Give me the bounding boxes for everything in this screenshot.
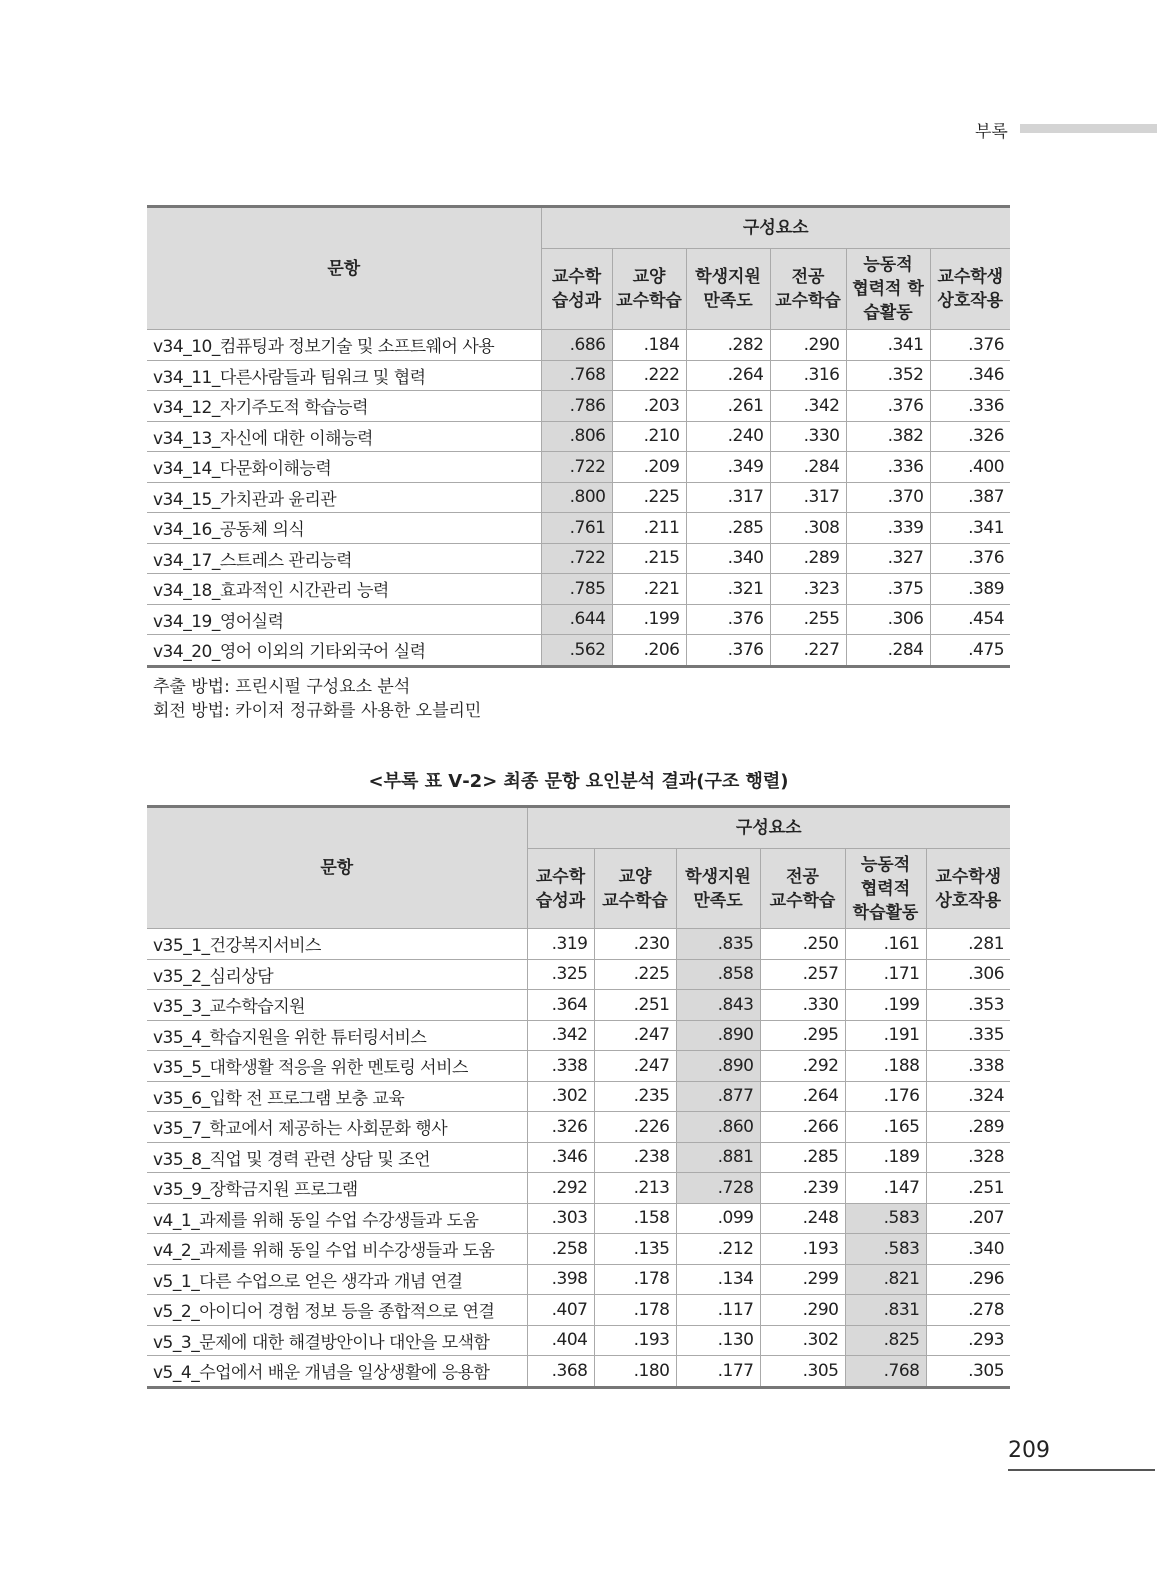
loading-cell: .215: [612, 543, 686, 574]
loading-cell: .193: [760, 1234, 845, 1265]
table-row: [147, 391, 1010, 422]
loading-cell: .165: [845, 1112, 926, 1143]
loading-cell: .821: [845, 1264, 926, 1295]
loading-cell: .240: [686, 421, 770, 452]
loading-cell: .353: [926, 990, 1010, 1021]
table-row: [147, 1203, 1010, 1234]
loading-cell: .266: [760, 1112, 845, 1143]
loading-cell: .686: [541, 330, 612, 361]
loading-cell: .890: [676, 1020, 760, 1051]
loading-cell: .877: [676, 1081, 760, 1112]
loading-cell: .161: [845, 929, 926, 960]
item-label: v34_11_다른사람들과 팀워크 및 협력: [147, 360, 541, 391]
loading-cell: .281: [926, 929, 1010, 960]
loading-cell: .317: [770, 482, 846, 513]
loading-cell: .226: [594, 1112, 676, 1143]
running-head-bar: [1020, 124, 1157, 133]
running-head: 부록: [975, 122, 1008, 142]
loading-cell: .178: [594, 1295, 676, 1326]
loading-cell: .407: [527, 1295, 594, 1326]
loading-cell: .251: [594, 990, 676, 1021]
loading-cell: .346: [527, 1142, 594, 1173]
loading-cell: .211: [612, 513, 686, 544]
loading-cell: .292: [527, 1173, 594, 1204]
table-row: [147, 482, 1010, 513]
loading-cell: .261: [686, 391, 770, 422]
table-row: [147, 1020, 1010, 1051]
table-notes: [153, 675, 481, 723]
loading-cell: .134: [676, 1264, 760, 1295]
loading-cell: .248: [760, 1203, 845, 1234]
item-label: v34_14_다문화이해능력: [147, 452, 541, 483]
loading-cell: .890: [676, 1051, 760, 1082]
table-row: [147, 1356, 1010, 1388]
item-label: v4_2_과제를 위해 동일 수업 비수강생들과 도움: [147, 1234, 527, 1265]
table-row: [147, 1142, 1010, 1173]
loading-cell: .250: [760, 929, 845, 960]
loading-cell: .225: [594, 959, 676, 990]
loading-cell: .364: [527, 990, 594, 1021]
loading-cell: .207: [926, 1203, 1010, 1234]
loading-cell: .158: [594, 1203, 676, 1234]
column-header: 전공 교수학습: [760, 849, 845, 929]
loading-cell: .341: [930, 513, 1010, 544]
loading-cell: .222: [612, 360, 686, 391]
loading-cell: .191: [845, 1020, 926, 1051]
loading-cell: .235: [594, 1081, 676, 1112]
table-row: [147, 513, 1010, 544]
table-row: [147, 1081, 1010, 1112]
loading-cell: .768: [845, 1356, 926, 1388]
loading-cell: .278: [926, 1295, 1010, 1326]
page-number: 209: [1008, 1438, 1050, 1463]
item-label: v5_4_수업에서 배운 개념을 일상생활에 응용함: [147, 1356, 527, 1388]
item-label: v34_17_스트레스 관리능력: [147, 543, 541, 574]
item-label: v34_16_공동체 의식: [147, 513, 541, 544]
loading-cell: .316: [770, 360, 846, 391]
loading-cell: .722: [541, 452, 612, 483]
table-row: [147, 1051, 1010, 1082]
loading-cell: .786: [541, 391, 612, 422]
loading-cell: .831: [845, 1295, 926, 1326]
loading-cell: .203: [612, 391, 686, 422]
loading-cell: .210: [612, 421, 686, 452]
loading-cell: .193: [594, 1325, 676, 1356]
loading-cell: .326: [930, 421, 1010, 452]
item-label: v34_19_영어실력: [147, 604, 541, 635]
loading-cell: .305: [760, 1356, 845, 1388]
column-header: 능동적 협력적 학 습활동: [846, 249, 930, 330]
loading-cell: .785: [541, 574, 612, 605]
loading-cell: .257: [760, 959, 845, 990]
item-label: v35_1_건강복지서비스: [147, 929, 527, 960]
loading-cell: .800: [541, 482, 612, 513]
loading-cell: .349: [686, 452, 770, 483]
loading-cell: .825: [845, 1325, 926, 1356]
loading-cell: .400: [930, 452, 1010, 483]
loading-cell: .293: [926, 1325, 1010, 1356]
loading-cell: .285: [760, 1142, 845, 1173]
loading-cell: .340: [926, 1234, 1010, 1265]
column-header: 교양 교수학습: [594, 849, 676, 929]
item-label: v35_2_심리상담: [147, 959, 527, 990]
loading-cell: .342: [527, 1020, 594, 1051]
loading-cell: .290: [770, 330, 846, 361]
loading-cell: .335: [926, 1020, 1010, 1051]
item-label: v35_3_교수학습지원: [147, 990, 527, 1021]
loading-cell: .302: [527, 1081, 594, 1112]
loading-cell: .368: [527, 1356, 594, 1388]
loading-cell: .376: [930, 330, 1010, 361]
loading-cell: .227: [770, 635, 846, 667]
table-row: [147, 1112, 1010, 1143]
loading-cell: .382: [846, 421, 930, 452]
loading-cell: .178: [594, 1264, 676, 1295]
loading-cell: .389: [930, 574, 1010, 605]
item-label: v35_7_학교에서 제공하는 사회문화 행사: [147, 1112, 527, 1143]
item-label: v35_9_장학금지원 프로그램: [147, 1173, 527, 1204]
loading-cell: .352: [846, 360, 930, 391]
loading-cell: .184: [612, 330, 686, 361]
loading-cell: .177: [676, 1356, 760, 1388]
table-row: [147, 959, 1010, 990]
loading-cell: .258: [527, 1234, 594, 1265]
table-row: [147, 604, 1010, 635]
loading-cell: .376: [686, 604, 770, 635]
loading-cell: .376: [846, 391, 930, 422]
loading-cell: .475: [930, 635, 1010, 667]
loading-cell: .264: [760, 1081, 845, 1112]
table-row: [147, 635, 1010, 667]
item-label: v34_12_자기주도적 학습능력: [147, 391, 541, 422]
loading-cell: .289: [770, 543, 846, 574]
loading-cell: .306: [846, 604, 930, 635]
loading-cell: .212: [676, 1234, 760, 1265]
loading-cell: .306: [926, 959, 1010, 990]
loading-cell: .188: [845, 1051, 926, 1082]
loading-cell: .171: [845, 959, 926, 990]
loading-cell: .338: [527, 1051, 594, 1082]
rotation-note: 회전 방법: 카이저 정규화를 사용한 오블리민: [153, 701, 482, 721]
column-header: 전공 교수학습: [770, 249, 846, 330]
item-label: v34_13_자신에 대한 이해능력: [147, 421, 541, 452]
loading-cell: .330: [760, 990, 845, 1021]
loading-cell: .299: [760, 1264, 845, 1295]
loading-cell: .117: [676, 1295, 760, 1326]
loading-cell: .239: [760, 1173, 845, 1204]
loading-cell: .284: [770, 452, 846, 483]
loading-cell: .342: [770, 391, 846, 422]
column-header: 교수학생 상호작용: [926, 849, 1010, 929]
loading-cell: .255: [770, 604, 846, 635]
loading-cell: .264: [686, 360, 770, 391]
factor-table-2: [147, 805, 1010, 1389]
loading-cell: .147: [845, 1173, 926, 1204]
item-header: 문항: [147, 807, 527, 929]
loading-cell: .225: [612, 482, 686, 513]
loading-cell: .303: [527, 1203, 594, 1234]
loading-cell: .324: [926, 1081, 1010, 1112]
table-row: [147, 421, 1010, 452]
item-label: v34_15_가치관과 윤리관: [147, 482, 541, 513]
loading-cell: .583: [845, 1234, 926, 1265]
loading-cell: .189: [845, 1142, 926, 1173]
loading-cell: .247: [594, 1051, 676, 1082]
table-row: [147, 360, 1010, 391]
loading-cell: .282: [686, 330, 770, 361]
table-caption: <부록 표 Ⅴ-2> 최종 문항 요인분석 결과(구조 행렬): [368, 771, 789, 792]
loading-cell: .336: [846, 452, 930, 483]
loading-cell: .302: [760, 1325, 845, 1356]
group-header: 구성요소: [541, 207, 1010, 249]
loading-cell: .305: [926, 1356, 1010, 1388]
loading-cell: .376: [686, 635, 770, 667]
table-row: [147, 1295, 1010, 1326]
table-row: [147, 1234, 1010, 1265]
item-label: v5_1_다른 수업으로 얻은 생각과 개념 연결: [147, 1264, 527, 1295]
loading-cell: .285: [686, 513, 770, 544]
table-row: [147, 452, 1010, 483]
loading-cell: .289: [926, 1112, 1010, 1143]
loading-cell: .199: [845, 990, 926, 1021]
loading-cell: .308: [770, 513, 846, 544]
loading-cell: .583: [845, 1203, 926, 1234]
loading-cell: .317: [686, 482, 770, 513]
group-header: 구성요소: [527, 807, 1010, 849]
loading-cell: .398: [527, 1264, 594, 1295]
loading-cell: .330: [770, 421, 846, 452]
loading-cell: .843: [676, 990, 760, 1021]
column-header: 학생지원 만족도: [686, 249, 770, 330]
item-label: v34_18_효과적인 시간관리 능력: [147, 574, 541, 605]
loading-cell: .321: [686, 574, 770, 605]
loading-cell: .644: [541, 604, 612, 635]
loading-cell: .247: [594, 1020, 676, 1051]
loading-cell: .328: [926, 1142, 1010, 1173]
item-label: v34_10_컴퓨팅과 정보기술 및 소프트웨어 사용: [147, 330, 541, 361]
factor-table-1: [147, 205, 1010, 668]
loading-cell: .209: [612, 452, 686, 483]
loading-cell: .135: [594, 1234, 676, 1265]
item-label: v35_4_학습지원을 위한 튜터링서비스: [147, 1020, 527, 1051]
loading-cell: .290: [760, 1295, 845, 1326]
loading-cell: .130: [676, 1325, 760, 1356]
loading-cell: .387: [930, 482, 1010, 513]
loading-cell: .454: [930, 604, 1010, 635]
loading-cell: .375: [846, 574, 930, 605]
column-header: 교수학 습성과: [527, 849, 594, 929]
loading-cell: .338: [926, 1051, 1010, 1082]
column-header: 교양 교수학습: [612, 249, 686, 330]
loading-cell: .213: [594, 1173, 676, 1204]
loading-cell: .761: [541, 513, 612, 544]
loading-cell: .230: [594, 929, 676, 960]
loading-cell: .376: [930, 543, 1010, 574]
loading-cell: .180: [594, 1356, 676, 1388]
page-number-rule: [1008, 1469, 1155, 1471]
loading-cell: .728: [676, 1173, 760, 1204]
loading-cell: .319: [527, 929, 594, 960]
table-row: [147, 574, 1010, 605]
column-header: 교수학생 상호작용: [930, 249, 1010, 330]
loading-cell: .238: [594, 1142, 676, 1173]
loading-cell: .722: [541, 543, 612, 574]
loading-cell: .099: [676, 1203, 760, 1234]
loading-cell: .346: [930, 360, 1010, 391]
loading-cell: .327: [846, 543, 930, 574]
item-label: v35_8_직업 및 경력 관련 상담 및 조언: [147, 1142, 527, 1173]
loading-cell: .296: [926, 1264, 1010, 1295]
item-label: v5_3_문제에 대한 해결방안이나 대안을 모색함: [147, 1325, 527, 1356]
loading-cell: .860: [676, 1112, 760, 1143]
loading-cell: .340: [686, 543, 770, 574]
item-label: v34_20_영어 이외의 기타외국어 실력: [147, 635, 541, 667]
loading-cell: .325: [527, 959, 594, 990]
table-row: [147, 929, 1010, 960]
loading-cell: .370: [846, 482, 930, 513]
table-row: [147, 543, 1010, 574]
table-row: [147, 1325, 1010, 1356]
loading-cell: .206: [612, 635, 686, 667]
loading-cell: .323: [770, 574, 846, 605]
item-label: v4_1_과제를 위해 동일 수업 수강생들과 도움: [147, 1203, 527, 1234]
loading-cell: .404: [527, 1325, 594, 1356]
column-header: 교수학 습성과: [541, 249, 612, 330]
loading-cell: .339: [846, 513, 930, 544]
item-header: 문항: [147, 207, 541, 330]
item-label: v5_2_아이디어 경험 정보 등을 종합적으로 연결: [147, 1295, 527, 1326]
column-header: 능동적 협력적 학습활동: [845, 849, 926, 929]
loading-cell: .295: [760, 1020, 845, 1051]
table-row: [147, 990, 1010, 1021]
loading-cell: .326: [527, 1112, 594, 1143]
loading-cell: .341: [846, 330, 930, 361]
table-row: [147, 1264, 1010, 1295]
column-header: 학생지원 만족도: [676, 849, 760, 929]
item-label: v35_6_입학 전 프로그램 보충 교육: [147, 1081, 527, 1112]
loading-cell: .336: [930, 391, 1010, 422]
loading-cell: .199: [612, 604, 686, 635]
loading-cell: .881: [676, 1142, 760, 1173]
loading-cell: .806: [541, 421, 612, 452]
table-row: [147, 1173, 1010, 1204]
loading-cell: .562: [541, 635, 612, 667]
loading-cell: .284: [846, 635, 930, 667]
item-label: v35_5_대학생활 적응을 위한 멘토링 서비스: [147, 1051, 527, 1082]
extraction-note: 추출 방법: 프린시펄 구성요소 분석: [153, 677, 411, 697]
loading-cell: .768: [541, 360, 612, 391]
loading-cell: .251: [926, 1173, 1010, 1204]
loading-cell: .292: [760, 1051, 845, 1082]
loading-cell: .176: [845, 1081, 926, 1112]
table-row: [147, 330, 1010, 361]
loading-cell: .835: [676, 929, 760, 960]
loading-cell: .221: [612, 574, 686, 605]
loading-cell: .858: [676, 959, 760, 990]
